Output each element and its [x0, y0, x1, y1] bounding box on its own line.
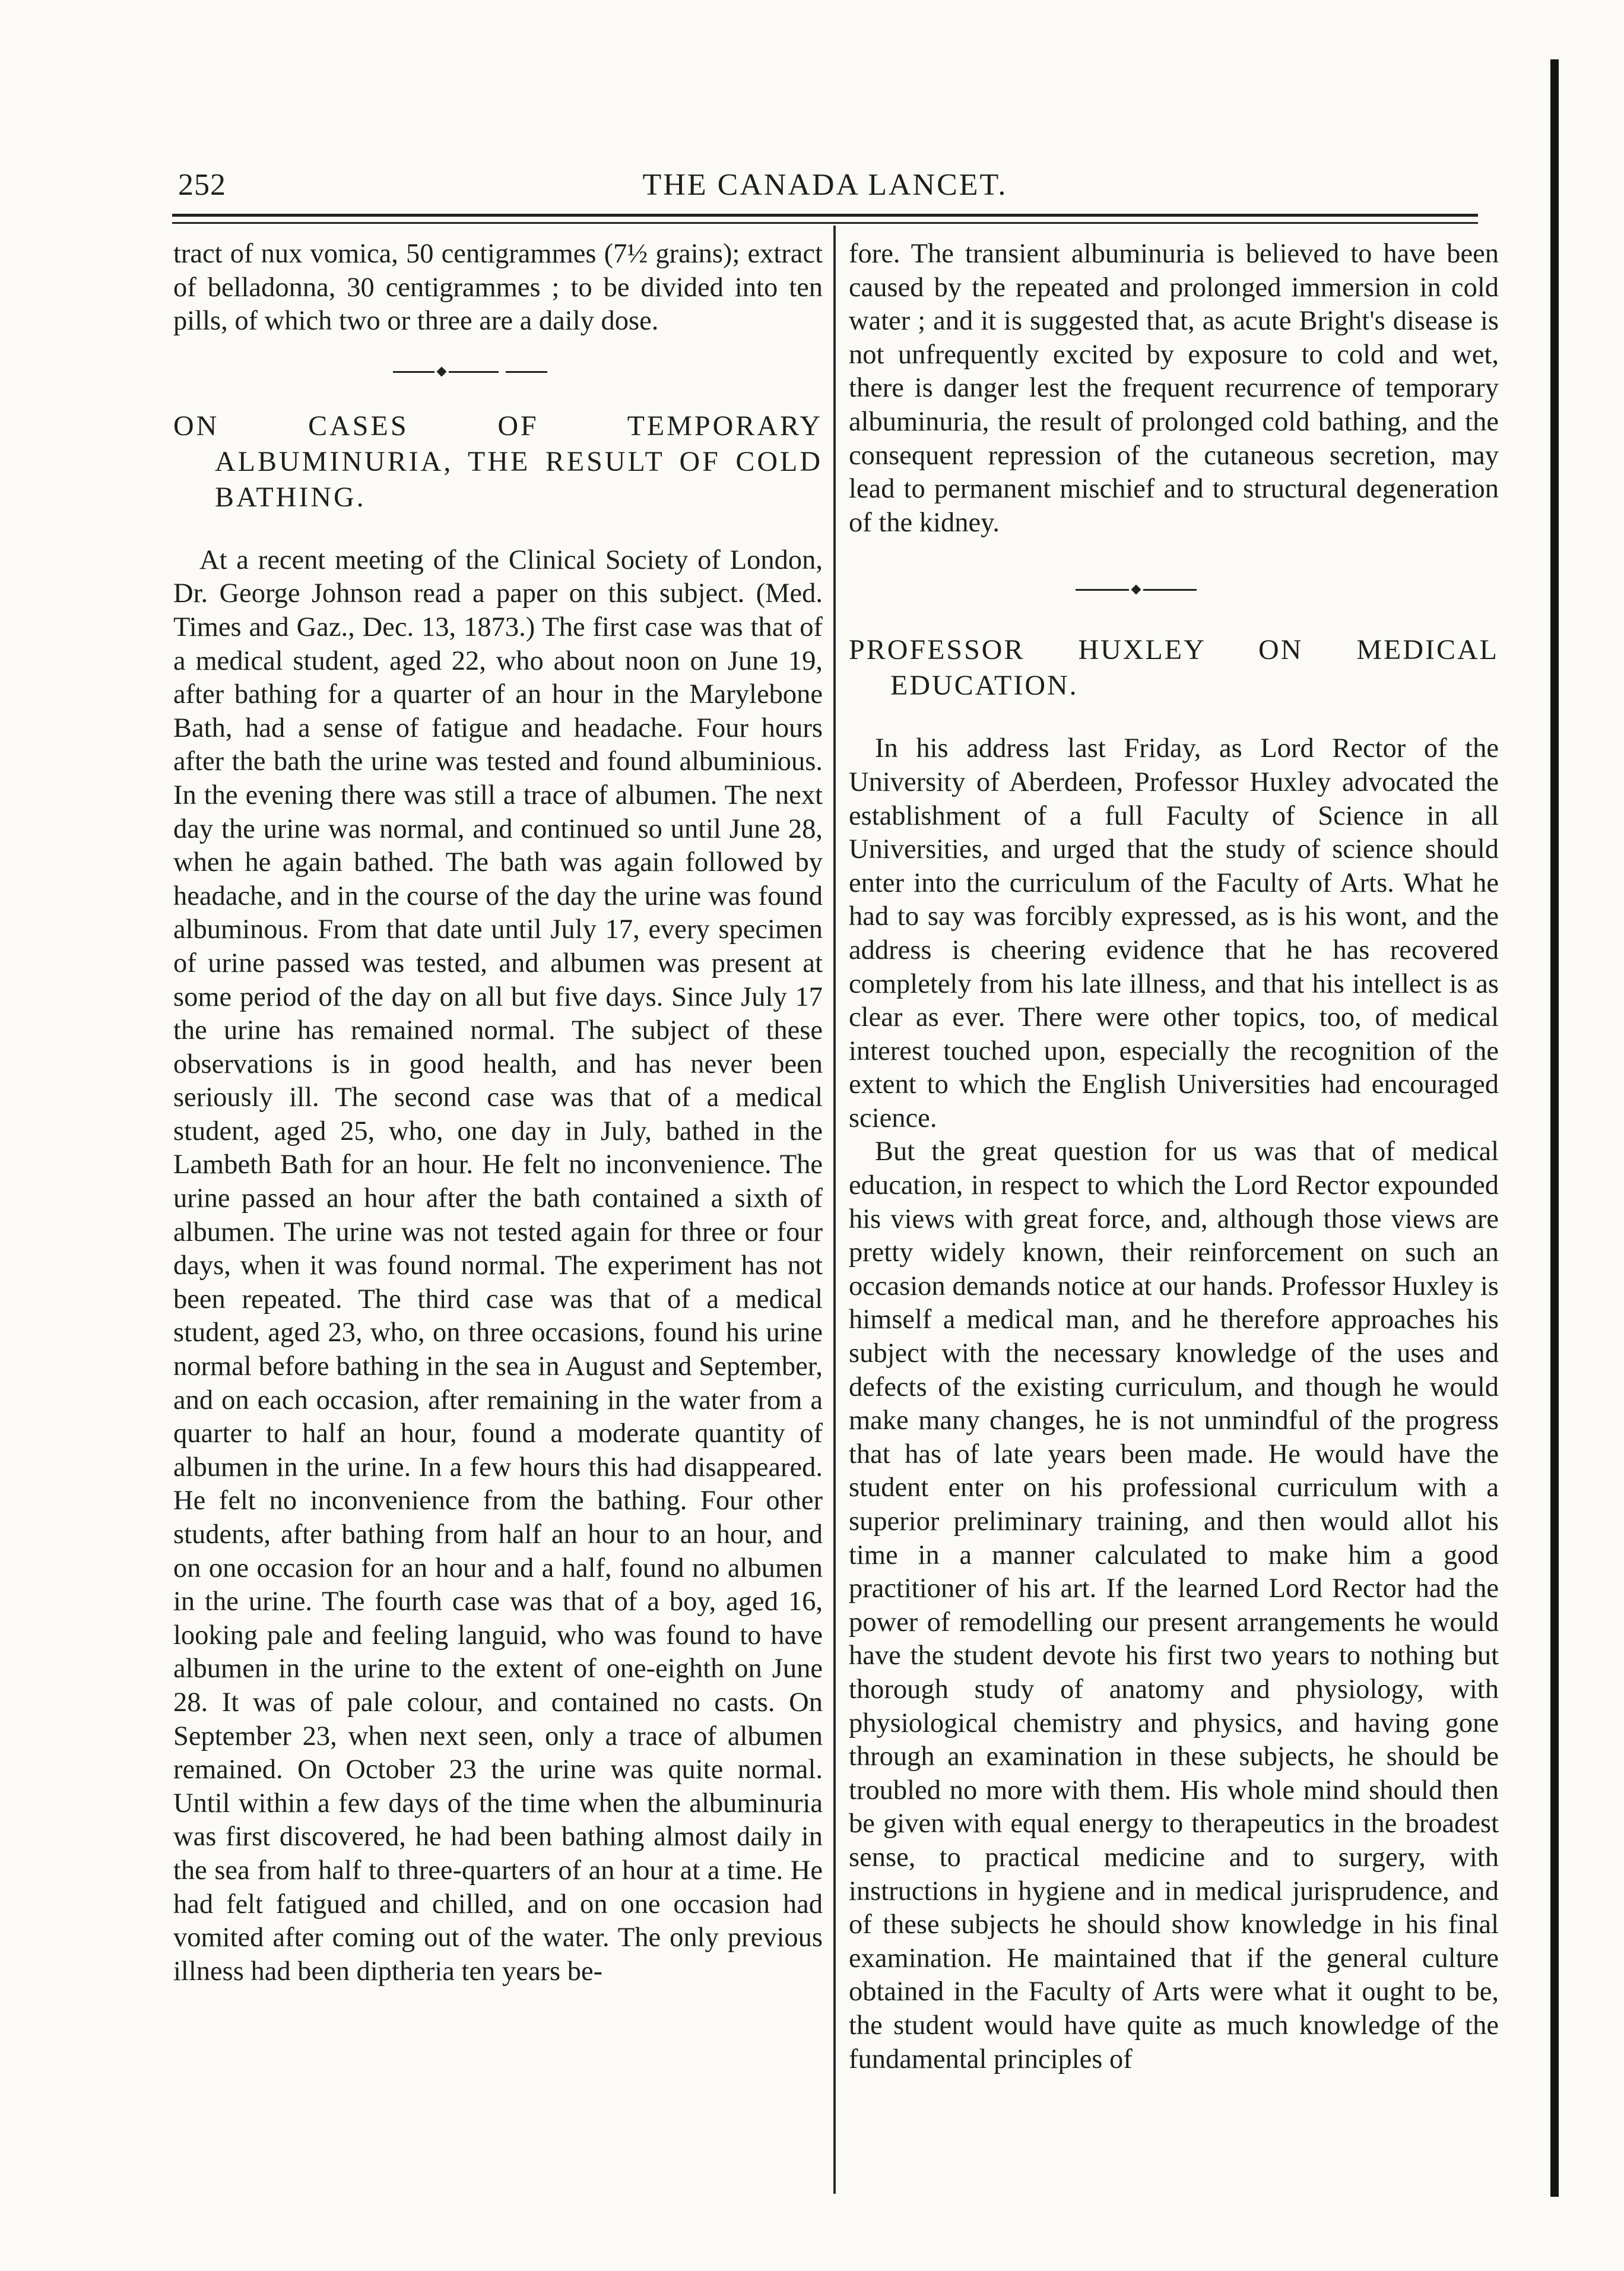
article-heading-huxley: PROFESSOR HUXLEY ON MEDICAL EDUCATION. — [849, 634, 1499, 702]
article-heading-albuminuria: ON CASES OF TEMPORARY ALBUMINURIA, THE RESULT OF COLD BATHING. — [173, 410, 823, 513]
continued-paragraph-right: fore. The transient albuminuria is believed to have been caused by the repeated and prolonged immersion in cold water ; and it is suggested that, as acute Bright's disease is not unfrequently excited by exposure to cold and wet, there is danger lest the frequent recurrence of temporary albuminuria, the result of prolonged cold bathing, and the consequent repression of the cutaneous secretion, may lead to permanent mischief and to structural degeneration of the kidney. — [849, 239, 1499, 538]
column-divider — [833, 226, 836, 2194]
running-header — [178, 167, 1472, 215]
binding-edge — [1550, 59, 1559, 2197]
journal-title: THE CANADA LANCET. — [642, 168, 1008, 202]
header-rule-thin — [172, 222, 1478, 224]
section-divider — [173, 360, 823, 384]
huxley-paragraph-1: In his address last Friday, as Lord Rector of the University of Aberdeen, Professor Huxley advocated the establishment of a full Faculty of Science in all Universities, and urged that the study of science should enter into the curriculum of the Faculty of Arts. What he had to say was forcibly expressed, as is his wont, and the address is cheering evidence that he has recovered completely from his late illness, and that his intellect is as clear as ever. There were other topics, too, of medical interest touched upon, especially the recognition of the extent to which the English Universities had encouraged science. — [849, 733, 1499, 1133]
right-column — [849, 237, 1499, 2076]
section-divider-right — [849, 578, 1499, 601]
header-rule-thick — [172, 214, 1478, 217]
page-number: 252 — [178, 168, 226, 202]
huxley-paragraph-2: But the great question for us was that of medical education, in respect to which the Lord Rector expounded his views with great force, and, although those views are pretty widely known, their reinforcement on such an occasion demands notice at our hands. Professor Huxley is himself a medical man, and he therefore approaches his subject with the necessary knowledge of the uses and defects of the existing curriculum, and though he would make many changes, he is not unmindful of the progress that has of late years been made. He would have the student enter on his professional curriculum with a superior preliminary training, and then would allot his time in a manner calculated to make him a good practitioner of his art. If the learned Lord Rector had the power of remodelling our present arrangements he would have the student devote his first two years to nothing but thorough study of anatomy and physiology, with physiological chemistry and physics, and having gone through an examination in these subjects, he should be troubled no more with them. His whole mind should then be given with equal energy to therapeutics in the broadest sense, to practical medicine and to surgery, with instructions in hygiene and in medical jurisprudence, and of these subjects he should show knowledge in his final examination. He maintained that if the general culture obtained in the Faculty of Arts were what it ought to be, the student would have quite as much knowledge of the fundamental principles of — [849, 1136, 1499, 2074]
article-body-albuminuria: At a recent meeting of the Clinical Society of London, Dr. George Johnson read a paper on this subject. (Med. Times and Gaz., Dec. 13, 1873.) The first case was that of a medical student, aged 22, who about noon on June 19, after bathing for a quarter of an hour in the Marylebone Bath, had a sense of fatigue and headache. Four hours after the bath the urine was tested and found albuminious. In the evening there was still a trace of albumen. The next day the urine was normal, and continued so until June 28, when he again bathed. The bath was again followed by headache, and in the course of the day the urine was found albuminous. From that date until July 17, every specimen of urine passed was tested, and albumen was present at some period of the day on all but five days. Since July 17 the urine has remained normal. The subject of these observations is in good health, and has never been seriously ill. The second case was that of a medical student, aged 25, who, one day in July, bathed in the Lambeth Bath for an hour. He felt no inconvenience. The urine passed an hour after the bath contained a sixth of albumen. The urine was not tested again for three or four days, when it was found normal. The experiment has not been repeated. The third case was that of a medical student, aged 23, who, on three occasions, found his urine normal before bathing in the sea in August and September, and on each occasion, after remaining in the water from a quarter to half an hour, found a moderate quantity of albumen in the urine. In a few hours this had disappeared. He felt no inconvenience from the bathing. Four other students, after bathing from half an hour to an hour, and on one occasion for an hour and a half, found no albumen in the urine. The fourth case was that of a boy, aged 16, looking pale and feeling languid, who was found to have albumen in the urine to the extent of one-eighth on June 28. It was of pale colour, and contained no casts. On September 23, when next seen, only a trace of albumen remained. On October 23 the urine was quite normal. Until within a few days of the time when the albuminuria was first discovered, he had been bathing almost daily in the sea from half to three-quarters of an hour at a time. He had felt fatigued and chilled, and on one occasion had vomited after coming out of the water. The only previous illness had been diptheria ten years be- — [173, 544, 823, 1987]
continued-paragraph: tract of nux vomica, 50 centigrammes (7½ grains); extract of belladonna, 30 centigrammes ; to be divided into ten pills, of which two or three are a daily dose. — [173, 239, 823, 337]
left-column — [173, 237, 823, 1988]
